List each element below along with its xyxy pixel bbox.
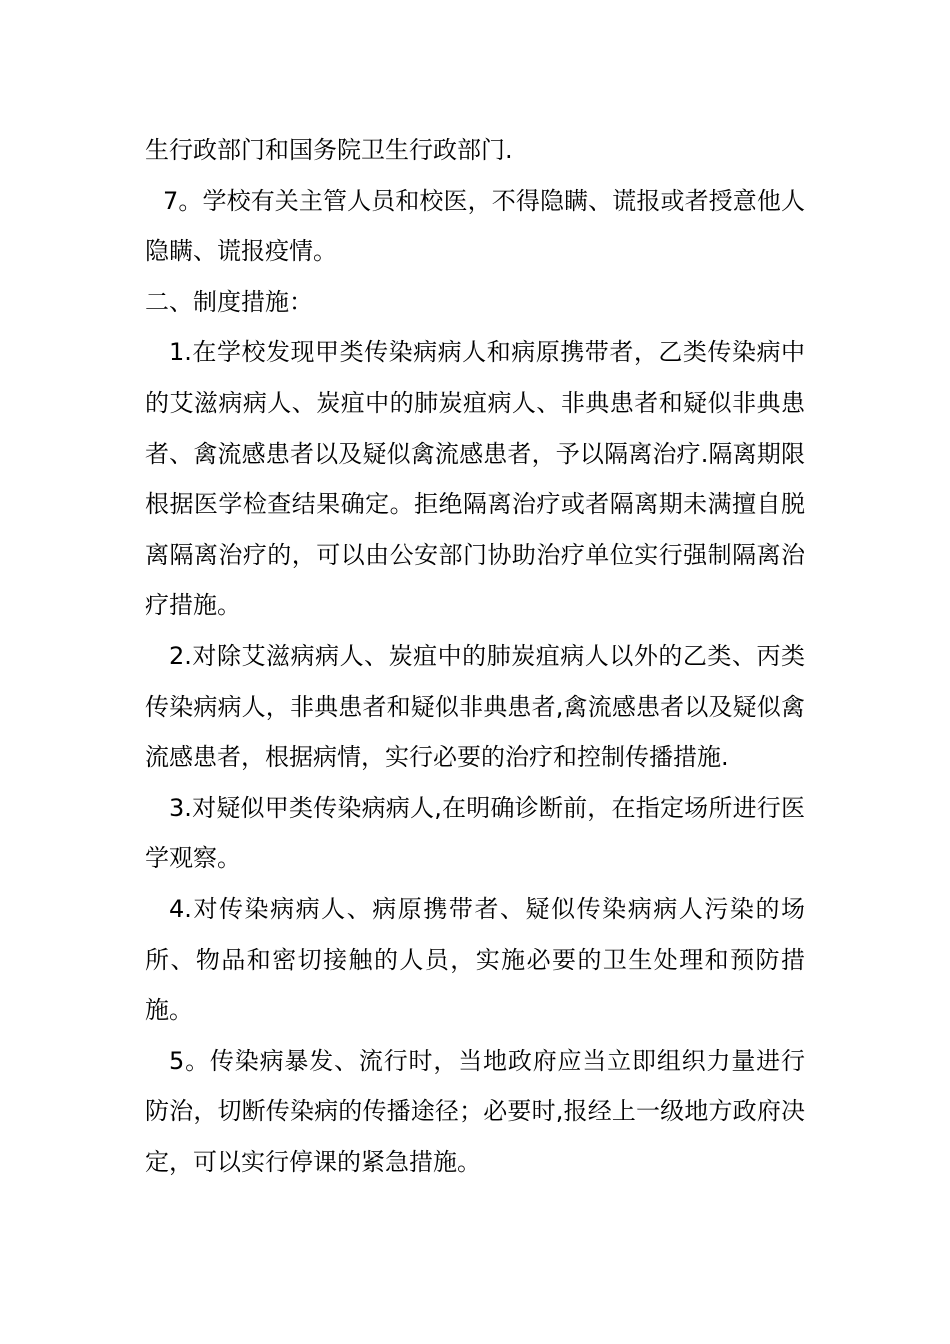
document-body (145, 125, 805, 1187)
section-heading: 二、制度措施： (145, 287, 313, 316)
paragraph-continuation: 生行政部门和国务院卫生行政部门. (145, 136, 513, 164)
paragraph-measure-4: 4.对传染病病人、病原携带者、疑似传染病病人污染的场所、物品和密切接触的人员，实施必要的卫生处理和预防措施。 (145, 894, 805, 1025)
paragraph-measure-3: 3.对疑似甲类传染病病人,在明确诊断前，在指定场所进行医学观察。 (145, 793, 805, 873)
paragraph-item-7: 7。学校有关主管人员和校医，不得隐瞒、谎报或者授意他人隐瞒、谎报疫情。 (145, 186, 805, 266)
paragraph-measure-2: 2.对除艾滋病病人、炭疽中的肺炭疽病人以外的乙类、丙类传染病病人，非典患者和疑似非典患者,禽流感患者以及疑似禽流感患者，根据病情，实行必要的治疗和控制传播措施. (145, 641, 805, 772)
paragraph-measure-1: 1.在学校发现甲类传染病病人和病原携带者，乙类传染病中的艾滋病病人、炭疽中的肺炭疽病人、非典患者和疑似非典患者、禽流感患者以及疑似禽流感患者，予以隔离治疗.隔离期限根据医学检查结果确定。拒绝隔离治疗或者隔离期未满擅自脱离隔离治疗的，可以由公安部门协助治疗单位实行强制隔离治疗措施。 (145, 338, 805, 620)
paragraph-measure-5: 5。传染病暴发、流行时，当地政府应当立即组织力量进行防治，切断传染病的传播途径；必要时,报经上一级地方政府决定，可以实行停课的紧急措施。 (145, 1046, 805, 1176)
